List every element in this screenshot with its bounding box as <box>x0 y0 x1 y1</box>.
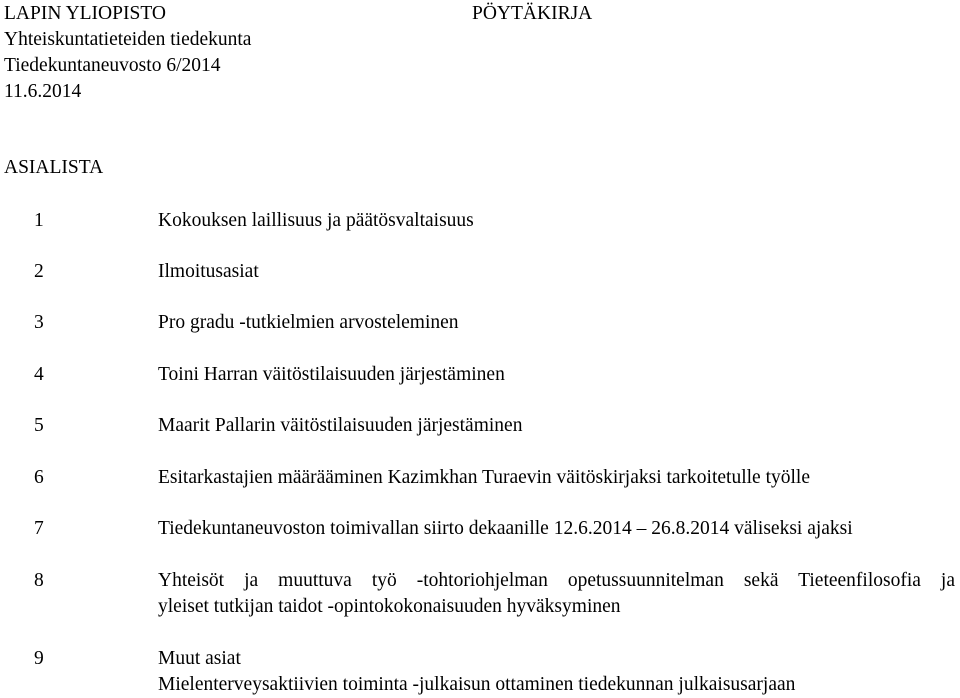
document-header <box>4 1 251 105</box>
agenda-item-number: 1 <box>34 210 44 231</box>
agenda-item-line: Esitarkastajien määrääminen Kazimkhan Turaevin väitöskirjaksi tarkoitetulle työlle <box>158 467 810 488</box>
meeting-date: 11.6.2014 <box>4 81 82 102</box>
agenda-item-number: 8 <box>34 570 44 591</box>
agenda-item-number: 4 <box>34 364 44 385</box>
agenda-item-line: Maarit Pallarin väitöstilaisuuden järjestäminen <box>158 415 523 436</box>
agenda-item-text <box>158 310 958 336</box>
agenda-item-line: Yhteisöt ja muuttuva työ -tohtoriohjelman opetussuunnitelman sekä Tieteenfilosofia ja <box>158 570 955 591</box>
agenda-item-number: 6 <box>34 467 44 488</box>
agenda-item-line: Ilmoitusasiat <box>158 261 259 282</box>
agenda-item-text <box>158 568 958 620</box>
agenda-item-number: 5 <box>34 415 44 436</box>
agenda-item-text <box>158 259 958 285</box>
agenda-item-line: Mielenterveysaktiivien toiminta -julkaisun ottaminen tiedekunnan julkaisusarjaan <box>158 674 796 695</box>
university-name: LAPIN YLIOPISTO <box>4 3 166 24</box>
agenda-item-text <box>158 208 958 234</box>
faculty-name: Yhteiskuntatieteiden tiedekunta <box>4 29 252 50</box>
agenda-item-text <box>158 646 958 698</box>
agenda-item-number: 2 <box>34 261 44 282</box>
agenda-item-number: 7 <box>34 518 44 539</box>
agenda-item-number: 9 <box>34 648 44 669</box>
agenda-item-line: Tiedekuntaneuvoston toimivallan siirto dekaanille 12.6.2014 – 26.8.2014 väliseksi ajaksi <box>158 518 853 539</box>
agenda-item-line: yleiset tutkijan taidot -opintokokonaisuuden hyväksyminen <box>158 596 621 617</box>
agenda-item-text <box>158 516 958 542</box>
document-type: PÖYTÄKIRJA <box>472 3 593 24</box>
agenda-item-line: Muut asiat <box>158 648 241 669</box>
agenda-item-number: 3 <box>34 312 44 333</box>
agenda-item-line: Toini Harran väitöstilaisuuden järjestäminen <box>158 364 505 385</box>
agenda-item-text <box>158 465 958 491</box>
meeting-name: Tiedekuntaneuvosto 6/2014 <box>4 55 221 76</box>
agenda-item-text <box>158 413 958 439</box>
agenda-item-text <box>158 362 958 388</box>
agenda-item-line: Kokouksen laillisuus ja päätösvaltaisuus <box>158 210 474 231</box>
agenda-heading: ASIALISTA <box>4 157 104 178</box>
agenda-item-line: Pro gradu -tutkielmien arvosteleminen <box>158 312 459 333</box>
